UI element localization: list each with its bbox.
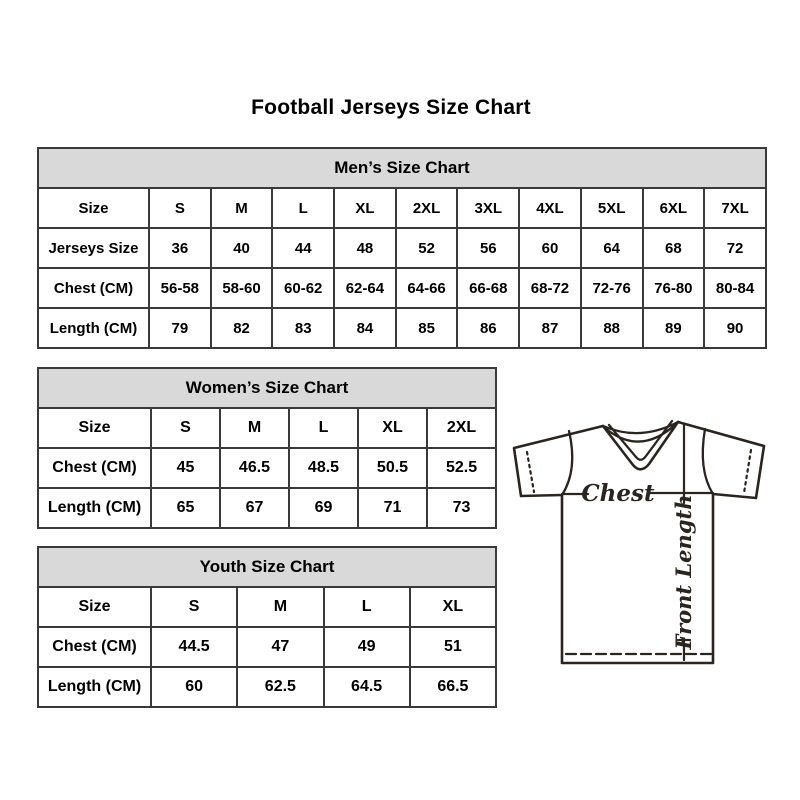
table-cell: 56 [457,228,519,268]
mens-size-table [37,147,767,349]
table-cell: 52 [396,228,458,268]
table-cell: 89 [643,308,705,348]
table-cell: 45 [151,448,220,488]
table-cell: 66-68 [457,268,519,308]
table-row [38,268,766,308]
table-cell: 64 [581,228,643,268]
table-cell: 48 [334,228,396,268]
table-cell: 44.5 [151,627,237,667]
table-cell: 66.5 [410,667,496,707]
jersey-diagram [498,405,783,680]
table-cell: 84 [334,308,396,348]
table-cell: 7XL [704,188,766,228]
table-row [38,587,496,627]
table-cell: 62-64 [334,268,396,308]
youth-size-table [37,546,497,708]
table-cell: S [149,188,211,228]
table-cell: 72 [704,228,766,268]
table-header-row [38,547,496,587]
table-cell: 62.5 [237,667,323,707]
table-cell: 2XL [396,188,458,228]
row-label: Chest (CM) [38,627,151,667]
table-cell: 80-84 [704,268,766,308]
table-cell: 60 [151,667,237,707]
table-header-row [38,148,766,188]
table-cell: M [211,188,273,228]
table-cell: L [324,587,410,627]
row-label: Chest (CM) [38,448,151,488]
table-cell: 60 [519,228,581,268]
table-cell: 50.5 [358,448,427,488]
table-cell: 87 [519,308,581,348]
table-row [38,408,496,448]
row-label: Size [38,587,151,627]
table-cell: 68 [643,228,705,268]
table-cell: L [272,188,334,228]
table-title: Youth Size Chart [38,547,496,587]
row-label: Jerseys Size [38,228,149,268]
table-cell: 86 [457,308,519,348]
row-label: Chest (CM) [38,268,149,308]
table-cell: M [237,587,323,627]
table-cell: 6XL [643,188,705,228]
table-cell: S [151,408,220,448]
table-cell: 83 [272,308,334,348]
table-row [38,308,766,348]
womens-size-table [37,367,497,529]
table-cell: 82 [211,308,273,348]
table-cell: 72-76 [581,268,643,308]
row-label: Length (CM) [38,488,151,528]
table-cell: 46.5 [220,448,289,488]
table-cell: 47 [237,627,323,667]
table-cell: 88 [581,308,643,348]
table-cell: 40 [211,228,273,268]
table-cell: 79 [149,308,211,348]
table-cell: XL [334,188,396,228]
table-cell: 3XL [457,188,519,228]
table-cell: 56-58 [149,268,211,308]
row-label: Length (CM) [38,667,151,707]
table-cell: 51 [410,627,496,667]
table-cell: 49 [324,627,410,667]
table-cell: 2XL [427,408,496,448]
page-title: Football Jerseys Size Chart [251,96,531,119]
row-label: Size [38,188,149,228]
table-cell: 52.5 [427,448,496,488]
table-cell: 58-60 [211,268,273,308]
chest-label: Chest [581,480,655,507]
table-title: Men’s Size Chart [38,148,766,188]
table-cell: M [220,408,289,448]
table-cell: 5XL [581,188,643,228]
table-row [38,627,496,667]
table-cell: 73 [427,488,496,528]
table-cell: XL [358,408,427,448]
row-label: Length (CM) [38,308,149,348]
table-cell: 64.5 [324,667,410,707]
front-length-label: Front Length [671,494,696,650]
table-cell: 60-62 [272,268,334,308]
table-row [38,667,496,707]
table-cell: L [289,408,358,448]
table-row [38,228,766,268]
table-title: Women’s Size Chart [38,368,496,408]
table-cell: 65 [151,488,220,528]
table-cell: 4XL [519,188,581,228]
table-row [38,448,496,488]
table-cell: 64-66 [396,268,458,308]
table-cell: 44 [272,228,334,268]
table-row [38,488,496,528]
table-cell: 36 [149,228,211,268]
row-label: Size [38,408,151,448]
table-cell: 90 [704,308,766,348]
jersey-outline-icon [514,421,764,663]
table-cell: 85 [396,308,458,348]
table-cell: S [151,587,237,627]
table-cell: 69 [289,488,358,528]
table-row [38,188,766,228]
table-cell: 68-72 [519,268,581,308]
table-header-row [38,368,496,408]
table-cell: 71 [358,488,427,528]
table-cell: XL [410,587,496,627]
table-cell: 48.5 [289,448,358,488]
table-cell: 76-80 [643,268,705,308]
table-cell: 67 [220,488,289,528]
